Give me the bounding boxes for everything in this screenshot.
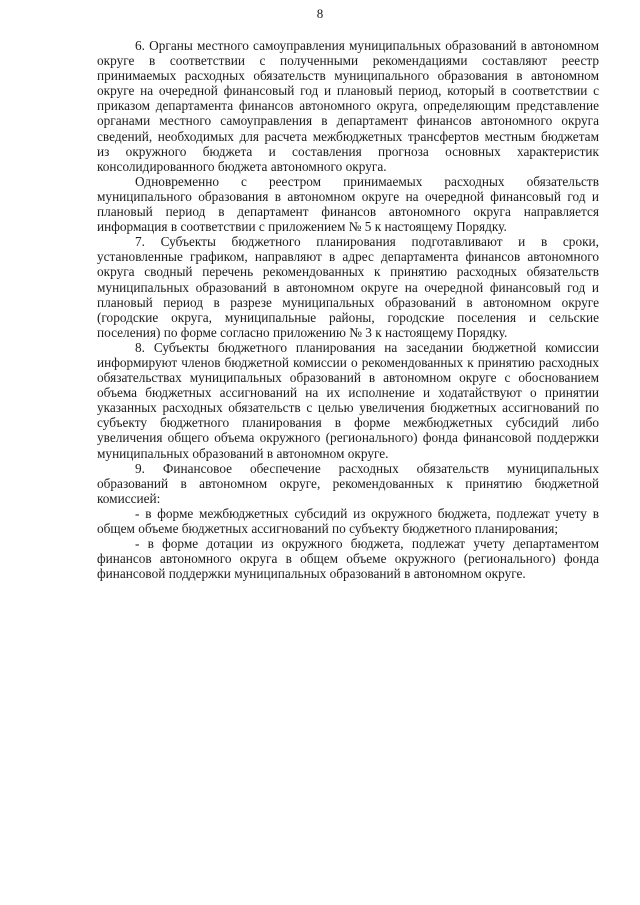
document-body bbox=[97, 38, 599, 581]
list-item-subsidies: - в форме межбюджетных субсидий из окружного бюджета, подлежат учету в общем объеме бюджетных ассигнований по субъекту бюджетного планирования; bbox=[97, 505, 599, 536]
page-number: 8 bbox=[316, 6, 324, 21]
paragraph-7: 7. Субъекты бюджетного планирования подготавливают и в сроки, установленные графиком, направляют в адрес департамента финансов автономного округа сводный перечень рекомендованных к принятию расходных обязательств муниципальных образований в автономном округе на очередной финансовый год и плановый период в разрезе муниципальных образований в автономном округе (городские округа, муниципальные районы, городские поселения и сельские поселения) по форме согласно приложению № 3 к настоящему Порядку. bbox=[97, 234, 599, 340]
paragraph-registry-info: Одновременно с реестром принимаемых расходных обязательств муниципального образования в автономном округе на очередной финансовый год и плановый период в департамент финансов автономного округа направляется информация в соответствии с приложением № 5 к настоящему Порядку. bbox=[97, 173, 599, 235]
list-item-dotation: - в форме дотации из окружного бюджета, подлежат учету департаментом финансов автономного округа в общем объеме окружного (регионального) фонда финансовой поддержки муниципальных образований в автономном округе. bbox=[97, 536, 599, 582]
paragraph-9: 9. Финансовое обеспечение расходных обязательств муниципальных образований в автономном округе, рекомендованных к принятию бюджетной комиссией: bbox=[97, 460, 599, 506]
paragraph-6: 6. Органы местного самоуправления муниципальных образований в автономном округе в соответствии с полученными рекомендациями составляют реестр принимаемых расходных обязательств муниципального образования в автономном округе на очередной финансовый год и плановый период, который в соответствии с приказом департамента финансов автономного округа, определяющим представление органами местного самоуправления в департамент финансов автономного округа сведений, необходимых для расчета межбюджетных трансфертов местным бюджетам из окружного бюджета и составления прогноза основных характеристик консолидированного бюджета автономного округа. bbox=[97, 38, 599, 174]
paragraph-8: 8. Субъекты бюджетного планирования на заседании бюджетной комиссии информируют членов бюджетной комиссии о рекомендованных к принятию расходных обязательствах муниципальных образований в автономном округе с обоснованием объема бюджетных ассигнований на их исполнение и ходатайствуют о принятии указанных расходных обязательств с целью увеличения бюджетных ассигнований по субъекту бюджетного планирования в форме межбюджетных субсидий либо увеличения общего объема окружного (регионального) фонда финансовой поддержки муниципальных образований в автономном округе. bbox=[97, 339, 599, 461]
